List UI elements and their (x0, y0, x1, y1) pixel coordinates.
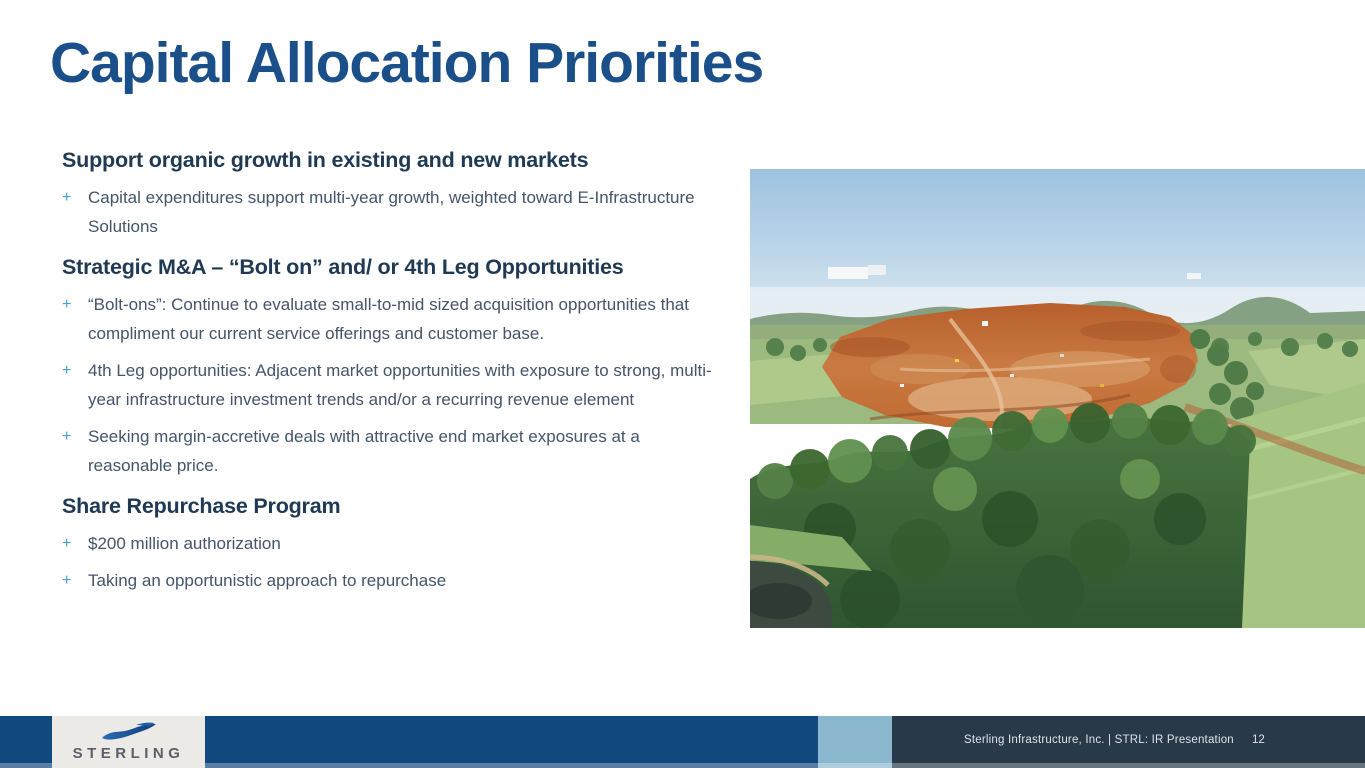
section-heading-strategic-ma: Strategic M&A – “Bolt on” and/ or 4th Leg Opportunities (62, 255, 624, 279)
sterling-logo-text: STERLING (72, 745, 185, 762)
plus-bullet-icon: + (62, 189, 72, 206)
footer-page-number: 12 (1252, 733, 1265, 746)
aerial-construction-photo (750, 169, 1365, 628)
list-item (62, 529, 727, 558)
bullet-text: $200 million authorization (88, 534, 281, 553)
bullet-text: Taking an opportunistic approach to repurchase (88, 571, 447, 590)
plus-bullet-icon: + (62, 296, 72, 313)
list-item (62, 422, 727, 480)
footer-accent-block (818, 716, 892, 768)
list-item (62, 183, 727, 241)
section-heading-share-repurchase: Share Repurchase Program (62, 494, 341, 518)
list-item (62, 290, 727, 348)
plus-bullet-icon: + (62, 362, 72, 379)
footer-company-text: Sterling Infrastructure, Inc. | STRL: IR Presentation (964, 733, 1234, 746)
bullet-text: 4th Leg opportunities: Adjacent market opportunities with exposure to strong, multi-year infrastructure investment trends and/or a recurring revenue element (88, 361, 712, 409)
bullet-list-organic-growth (62, 183, 727, 241)
plus-bullet-icon: + (62, 535, 72, 552)
plus-bullet-icon: + (62, 428, 72, 445)
bullet-text: Seeking margin-accretive deals with attractive end market exposures at a reasonable price. (88, 427, 640, 475)
bullet-text: Capital expenditures support multi-year growth, weighted toward E-Infrastructure Solutions (88, 188, 695, 236)
footer-bar (0, 716, 1365, 768)
list-item (62, 566, 727, 595)
bullet-list-strategic-ma (62, 290, 727, 480)
plus-bullet-icon: + (62, 572, 72, 589)
sterling-logo (52, 716, 205, 768)
section-heading-organic-growth: Support organic growth in existing and new markets (62, 148, 589, 172)
sterling-swoosh-icon (96, 722, 162, 744)
slide-body-text (62, 148, 727, 603)
page-title: Capital Allocation Priorities (50, 31, 764, 95)
aerial-photo-illustration (750, 169, 1365, 628)
bullet-text: “Bolt-ons”: Continue to evaluate small-to-mid sized acquisition opportunities that compliment our current service offerings and customer base. (88, 295, 689, 343)
list-item (62, 356, 727, 414)
bullet-list-share-repurchase (62, 529, 727, 595)
